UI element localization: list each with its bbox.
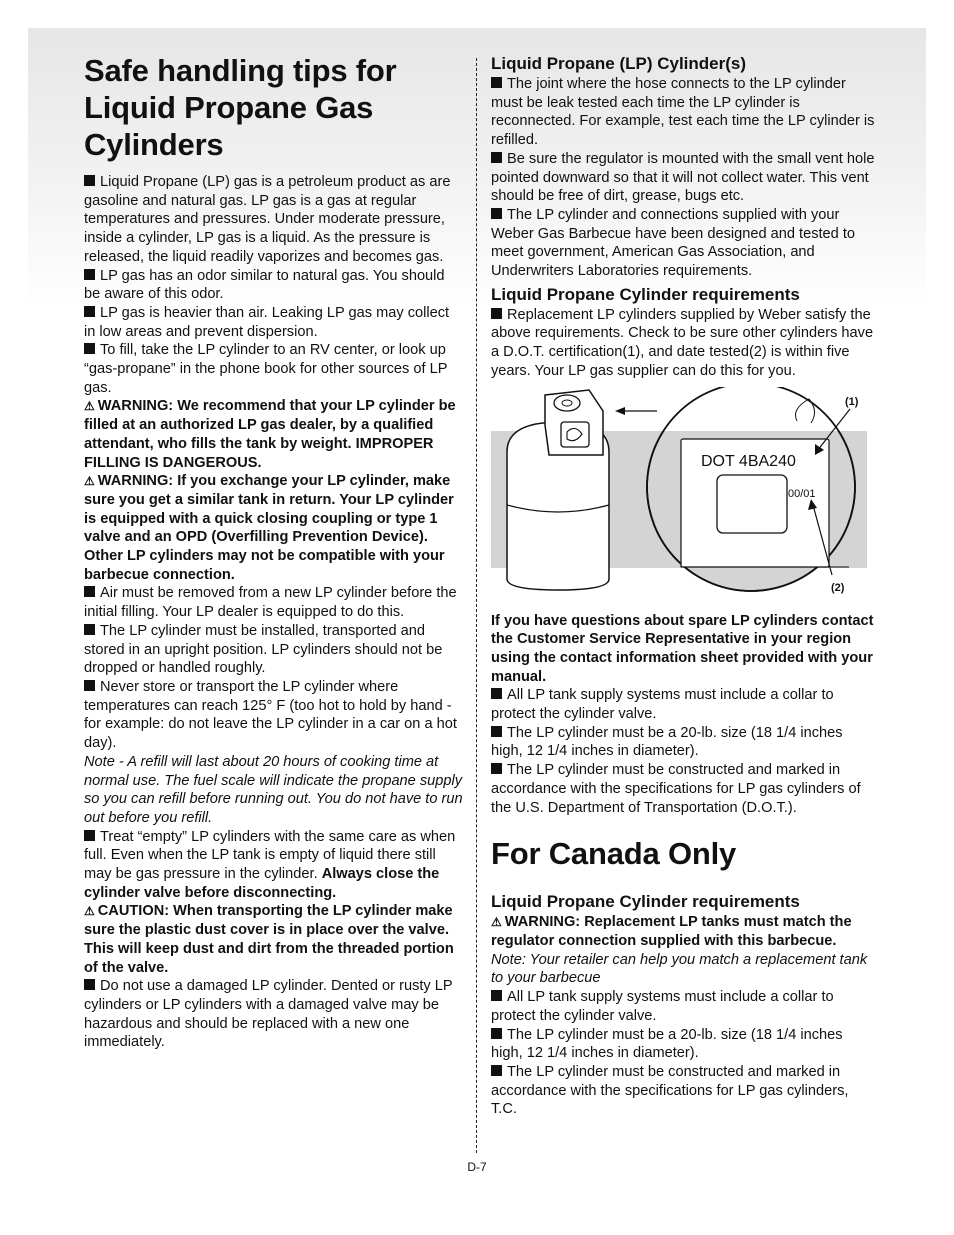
callout-1-label: (1) <box>845 395 859 408</box>
bullet-square-icon <box>491 688 502 699</box>
section-heading-cylinder-requirements: Liquid Propane Cylinder requirements <box>491 284 800 304</box>
dot-certification-label: DOT 4BA240 <box>701 452 796 470</box>
bullet-square-icon <box>84 680 95 691</box>
right-column <box>491 54 875 1119</box>
left-column <box>84 52 464 1052</box>
caution-transport: ⚠ CAUTION: When transporting the LP cylinder make sure the plastic dust cover is in place over the valve. This will keep dust and dirt from the threaded portion of the valve. <box>84 903 454 976</box>
warning-triangle-icon: ⚠ <box>84 399 95 414</box>
paragraph-weber-tested: The LP cylinder and connections supplied with your Weber Gas Barbecue have been designed and tested to meet government, American Gas Association, and Underwriters Laboratories requirements. <box>491 206 856 280</box>
paragraph-canada-tc: The LP cylinder must be constructed and marked in accordance with the specifications for LP gas cylinders, T.C. <box>491 1063 849 1118</box>
collar-window <box>561 422 589 447</box>
bullet-square-icon <box>491 1065 502 1076</box>
warning-filling: ⚠ WARNING: We recommend that your LP cylinder be filled at an authorized LP gas dealer, by a qualified attendant, who fills the tank by weight. IMPROPER FILLING IS DANGEROUS. <box>84 398 456 471</box>
paragraph-canada-collar: All LP tank supply systems must include a collar to protect the cylinder valve. <box>491 989 834 1024</box>
contact-customer-service: If you have questions about spare LP cylinders contact the Customer Service Representative in your region using the contact information sheet provided with your manual. <box>491 612 874 685</box>
warning-triangle-icon: ⚠ <box>84 474 95 489</box>
note-refill: Note - A refill will last about 20 hours of cooking time at normal use. The fuel scale will indicate the propane supply so you can refill before running out. You do not have to run out before you refill. <box>84 753 463 826</box>
bullet-square-icon <box>491 77 502 88</box>
paragraph-leak-test: The joint where the hose connects to the LP cylinder must be leak tested each time the LP cylinder is reconnected. For example, test each time the LP cylinder is refilled. <box>491 76 875 149</box>
paragraph-refill-sources: To fill, take the LP cylinder to an RV center, or look up “gas-propane” in the phone book for other sources of LP gas. <box>84 342 448 396</box>
section-heading-lp-cylinders: Liquid Propane (LP) Cylinder(s) <box>491 54 747 73</box>
collar-cutout <box>717 475 787 533</box>
paragraph-dot-specs: The LP cylinder must be constructed and marked in accordance with the specifications for LP gas cylinders of the U.S. Department of Transportation (D.O.T.). <box>491 762 861 816</box>
page-number: D-7 <box>467 1160 487 1174</box>
warning-triangle-icon: ⚠ <box>491 915 502 930</box>
bullet-square-icon <box>84 175 95 186</box>
bullet-square-icon <box>84 830 95 841</box>
pointer-arrowhead <box>615 407 625 415</box>
column-divider <box>476 58 477 1153</box>
paragraph-replacement-cylinders: Replacement LP cylinders supplied by Weber satisfy the above requirements. Check to be sure other cylinders have a D.O.T. certification(1), and date tested(2) is within five years. Your LP gas supplier can do this for you. <box>491 306 874 379</box>
cylinder-illustration <box>491 387 875 602</box>
note-retailer: Note: Your retailer can help you match a replacement tank to your barbecue <box>491 951 868 987</box>
paragraph-empty-cylinders: Treat “empty” LP cylinders with the same care as when full. Even when the LP tank is empty of liquid there still may be gas pressure in the cylinder. Always close the cylinder valve before disconnecting. <box>84 828 456 901</box>
paragraph-air-removal: Air must be removed from a new LP cylinder before the initial filling. Your LP dealer is equipped to do this. <box>84 585 457 621</box>
valve-opening <box>562 400 572 406</box>
paragraph-damaged-cylinder: Do not use a damaged LP cylinder. Dented or rusty LP cylinders or LP cylinders with a damaged valve may be hazardous and should be replaced with a new one immediately. <box>84 978 453 1051</box>
page-title: Safe handling tips for Liquid Propane Gas Cylinders <box>84 53 397 162</box>
paragraph-heavier-than-air: LP gas is heavier than air. Leaking LP gas may collect in low areas and prevent dispersion. <box>84 304 450 340</box>
warning-canada-regulator: ⚠ WARNING: Replacement LP tanks must match the regulator connection supplied with this barbecue. <box>491 914 852 949</box>
canada-title: For Canada Only <box>491 836 737 872</box>
bullet-square-icon <box>491 152 502 163</box>
bullet-square-icon <box>84 343 95 354</box>
bullet-square-icon <box>491 208 502 219</box>
paragraph-regulator-vent: Be sure the regulator is mounted with the small vent hole pointed downward so that it will not collect water. This vent should be free of dirt, grease, bugs etc. <box>491 150 875 205</box>
bullet-square-icon <box>84 979 95 990</box>
date-tested-label: 00/01 <box>788 487 816 500</box>
bullet-square-icon <box>491 308 502 319</box>
paragraph-upright: The LP cylinder must be installed, transported and stored in an upright position. LP cylinders should not be dropped or handled roughly. <box>84 622 443 677</box>
warning-exchange: ⚠ WARNING: If you exchange your LP cylinder, make sure you get a similar tank in return. Your LP cylinder is equipped with a quick closing coupling or type 1 valve and an OPD (Overfilling Prevention Device). Other LP cylinders may not be compatible with your barbecue connection. <box>84 473 454 583</box>
bullet-square-icon <box>491 763 502 774</box>
warning-triangle-icon: ⚠ <box>84 904 95 919</box>
paragraph-lp-definition: Liquid Propane (LP) gas is a petroleum product as are gasoline and natural gas. LP gas is a gas at regular temperatures and pressures. Under moderate pressure, inside a cylinder, LP gas is a liquid. As the pressure is released, the liquid readily vaporizes and becomes gas. <box>84 174 451 265</box>
paragraph-collar: All LP tank supply systems must include a collar to protect the cylinder valve. <box>491 687 834 723</box>
section-heading-canada-requirements: Liquid Propane Cylinder requirements <box>491 892 800 912</box>
bullet-square-icon <box>491 990 502 1001</box>
bullet-square-icon <box>491 1028 502 1039</box>
callout-2-label: (2) <box>831 581 845 594</box>
paragraph-size: The LP cylinder must be a 20-lb. size (18 1/4 inches high, 12 1/4 inches in diameter). <box>491 724 843 760</box>
bullet-square-icon <box>491 726 502 737</box>
bullet-square-icon <box>84 624 95 635</box>
bullet-square-icon <box>84 269 95 280</box>
bullet-square-icon <box>84 586 95 597</box>
paragraph-odor: LP gas has an odor similar to natural gas. You should be aware of this odor. <box>84 267 445 303</box>
cylinder-certification-figure <box>491 387 875 602</box>
paragraph-temperature: Never store or transport the LP cylinder where temperatures can reach 125° F (too hot to hold by hand - for example: do not leave the LP cylinder in a car on a hot day). <box>84 678 457 752</box>
bullet-square-icon <box>84 306 95 317</box>
paragraph-canada-size: The LP cylinder must be a 20-lb. size (18 1/4 inches high, 12 1/4 inches in diameter). <box>491 1026 843 1062</box>
